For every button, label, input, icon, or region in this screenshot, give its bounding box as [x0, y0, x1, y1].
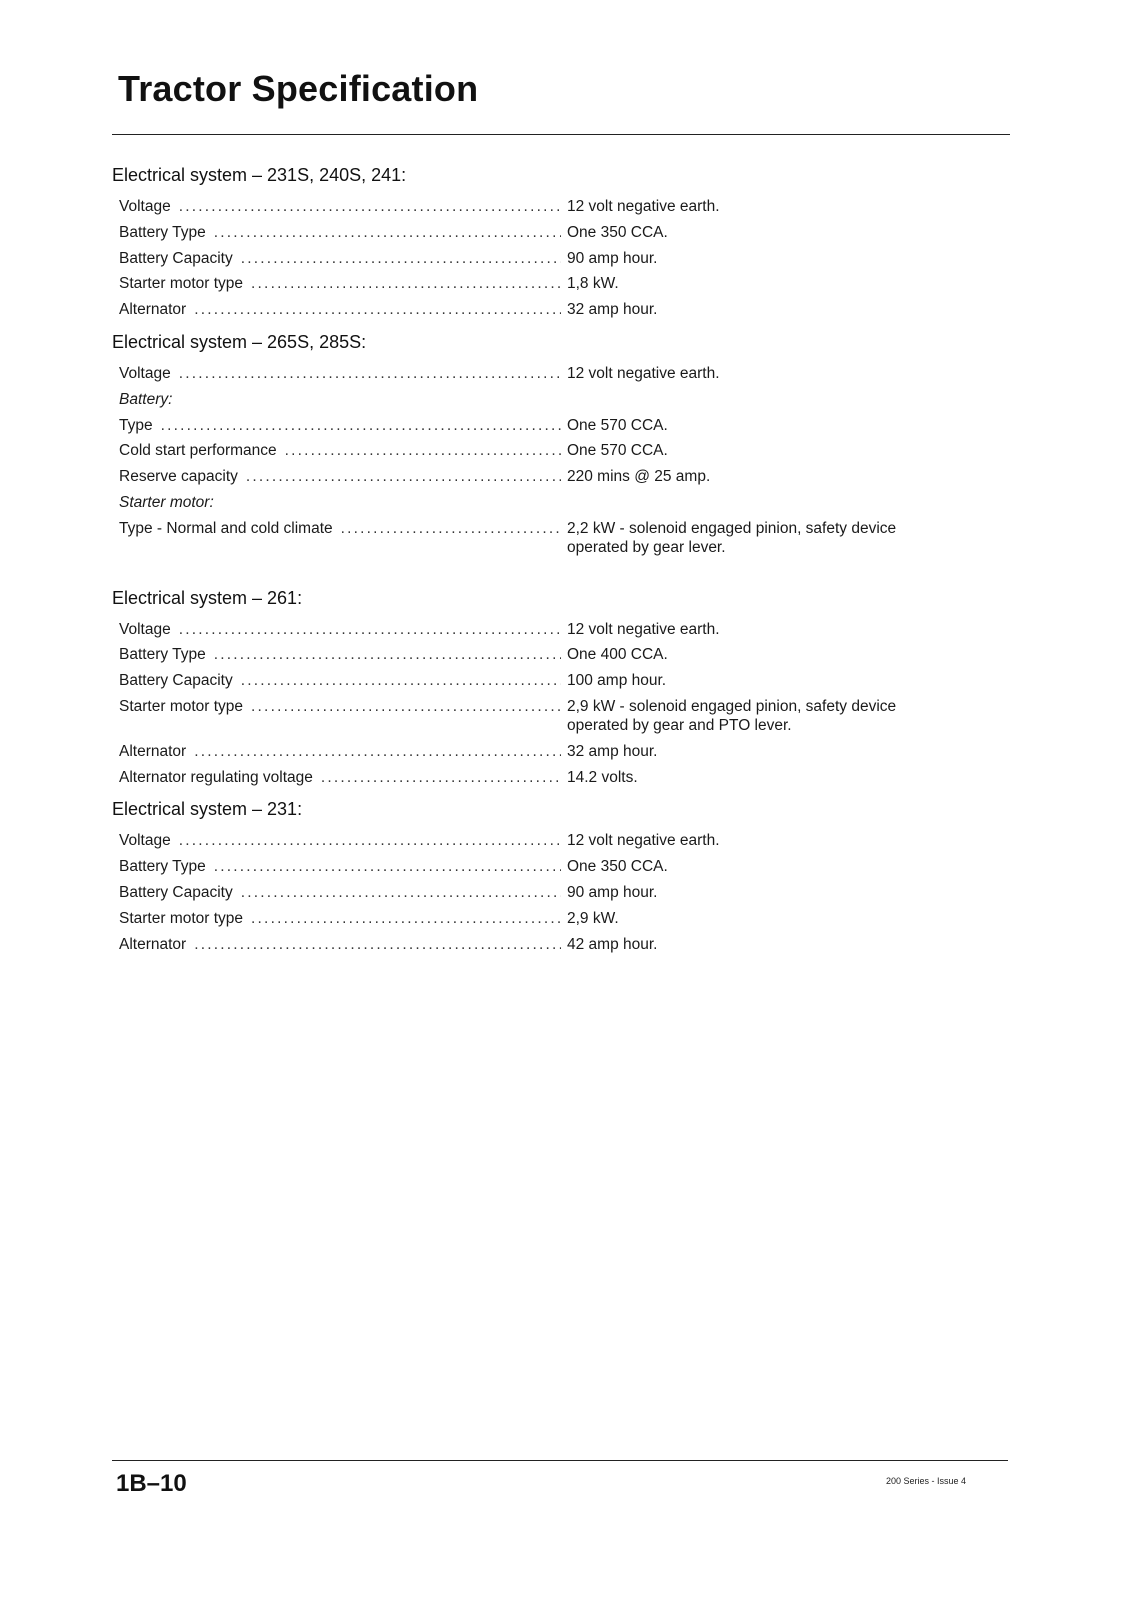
- spec-content: [112, 163, 1012, 960]
- dot-leader: [241, 249, 561, 268]
- spec-value: 2,2 kW - solenoid engaged pinion, safety device operated by gear lever.: [567, 519, 897, 556]
- spec-label: Battery Type: [119, 223, 206, 241]
- spec-label: Alternator regulating voltage: [119, 768, 313, 786]
- dot-leader: [194, 300, 561, 319]
- spec-label: Type: [119, 416, 153, 434]
- spec-row: [112, 883, 1012, 902]
- spec-subheading: [112, 390, 1012, 409]
- spec-label: Battery Type: [119, 646, 206, 664]
- header-rule: [112, 134, 1010, 135]
- page-title: Tractor Specification: [118, 68, 479, 109]
- spec-value: 90 amp hour.: [567, 249, 658, 267]
- dot-leader: [241, 883, 561, 902]
- spec-value: One 400 CCA.: [567, 646, 668, 664]
- page-number: 1B–10: [116, 1470, 187, 1497]
- spec-row: [112, 519, 1012, 557]
- spec-row: [112, 197, 1012, 216]
- spec-row: [112, 671, 1012, 690]
- spec-row: [112, 645, 1012, 664]
- series-issue: 200 Series - Issue 4: [886, 1476, 967, 1486]
- spec-value: 90 amp hour.: [567, 883, 658, 901]
- dot-leader: [321, 768, 561, 787]
- dot-leader: [341, 519, 561, 538]
- spec-value: 2,9 kW - solenoid engaged pinion, safety device operated by gear and PTO lever.: [567, 697, 897, 734]
- spec-subheading-label: Battery:: [119, 390, 173, 408]
- spec-row: [112, 620, 1012, 639]
- section-title: Electrical system – 231:: [112, 799, 303, 820]
- spec-label: Cold start performance: [119, 442, 277, 460]
- spec-row: [112, 274, 1012, 293]
- spec-value: One 570 CCA.: [567, 416, 668, 434]
- dot-leader: [179, 364, 561, 383]
- spec-label: Battery Type: [119, 858, 206, 876]
- section-electrical-231s-240s-241: [112, 163, 1012, 319]
- spec-value: 12 volt negative earth.: [567, 620, 720, 638]
- dot-leader: [251, 274, 561, 293]
- spec-label: Battery Capacity: [119, 883, 233, 901]
- spec-label: Voltage: [119, 832, 171, 850]
- spec-row: [112, 416, 1012, 435]
- spec-label: Alternator: [119, 301, 187, 319]
- spec-label: Alternator: [119, 742, 187, 760]
- spec-label: Starter motor type: [119, 909, 244, 927]
- spec-row: [112, 249, 1012, 268]
- spec-value: One 570 CCA.: [567, 442, 668, 460]
- spec-value: 12 volt negative earth.: [567, 832, 720, 850]
- spec-row: [112, 831, 1012, 850]
- section-title: Electrical system – 265S, 285S:: [112, 331, 367, 352]
- spec-row: [112, 742, 1012, 761]
- spec-value: 32 amp hour.: [567, 301, 658, 319]
- dot-leader: [251, 909, 561, 928]
- spec-value: 32 amp hour.: [567, 742, 658, 760]
- spec-value: 220 mins @ 25 amp.: [567, 468, 711, 486]
- dot-leader: [214, 857, 561, 876]
- dot-leader: [161, 416, 561, 435]
- spec-value: 2,9 kW.: [567, 909, 619, 927]
- dot-leader: [285, 441, 561, 460]
- spec-label: Battery Capacity: [119, 672, 233, 690]
- spec-label: Voltage: [119, 364, 171, 382]
- spec-row: [112, 441, 1012, 460]
- spec-row: [112, 223, 1012, 242]
- dot-leader: [251, 697, 561, 716]
- spec-label: Type - Normal and cold climate: [119, 519, 333, 537]
- spec-value: 12 volt negative earth.: [567, 364, 720, 382]
- dot-leader: [246, 467, 561, 486]
- spec-label: Starter motor type: [119, 697, 244, 715]
- dot-leader: [241, 671, 561, 690]
- spec-value: 1,8 kW.: [567, 275, 619, 293]
- dot-leader: [194, 935, 561, 954]
- section-electrical-261: [112, 586, 1012, 787]
- spec-value: 14.2 volts.: [567, 768, 638, 786]
- spec-value: One 350 CCA.: [567, 858, 668, 876]
- spec-label: Voltage: [119, 620, 171, 638]
- spec-row: [112, 300, 1012, 319]
- section-title: Electrical system – 261:: [112, 587, 303, 608]
- spec-label: Battery Capacity: [119, 249, 233, 267]
- spec-row: [112, 697, 1012, 735]
- spec-row: [112, 467, 1012, 486]
- dot-leader: [179, 831, 561, 850]
- spec-label: Voltage: [119, 198, 171, 215]
- section-electrical-265s-285s: [112, 330, 1012, 557]
- section-electrical-231: [112, 797, 1012, 953]
- spec-subheading-label: Starter motor:: [119, 493, 214, 511]
- spec-label: Alternator: [119, 935, 187, 953]
- dot-leader: [179, 620, 561, 639]
- spec-row: [112, 364, 1012, 383]
- spec-value: 100 amp hour.: [567, 672, 667, 690]
- spec-label: Starter motor type: [119, 275, 244, 293]
- spec-value: One 350 CCA.: [567, 223, 668, 241]
- footer-rule: [112, 1460, 1008, 1461]
- dot-leader: [214, 645, 561, 664]
- section-title: Electrical system – 231S, 240S, 241:: [112, 165, 407, 185]
- spec-label: Reserve capacity: [119, 468, 238, 486]
- dot-leader: [179, 197, 561, 216]
- dot-leader: [194, 742, 561, 761]
- spec-subheading: [112, 493, 1012, 512]
- spec-row: [112, 909, 1012, 928]
- dot-leader: [214, 223, 561, 242]
- spec-row: [112, 768, 1012, 787]
- spec-row: [112, 857, 1012, 876]
- spec-value: 42 amp hour.: [567, 935, 658, 953]
- spec-value: 12 volt negative earth.: [567, 198, 720, 215]
- spec-row: [112, 935, 1012, 954]
